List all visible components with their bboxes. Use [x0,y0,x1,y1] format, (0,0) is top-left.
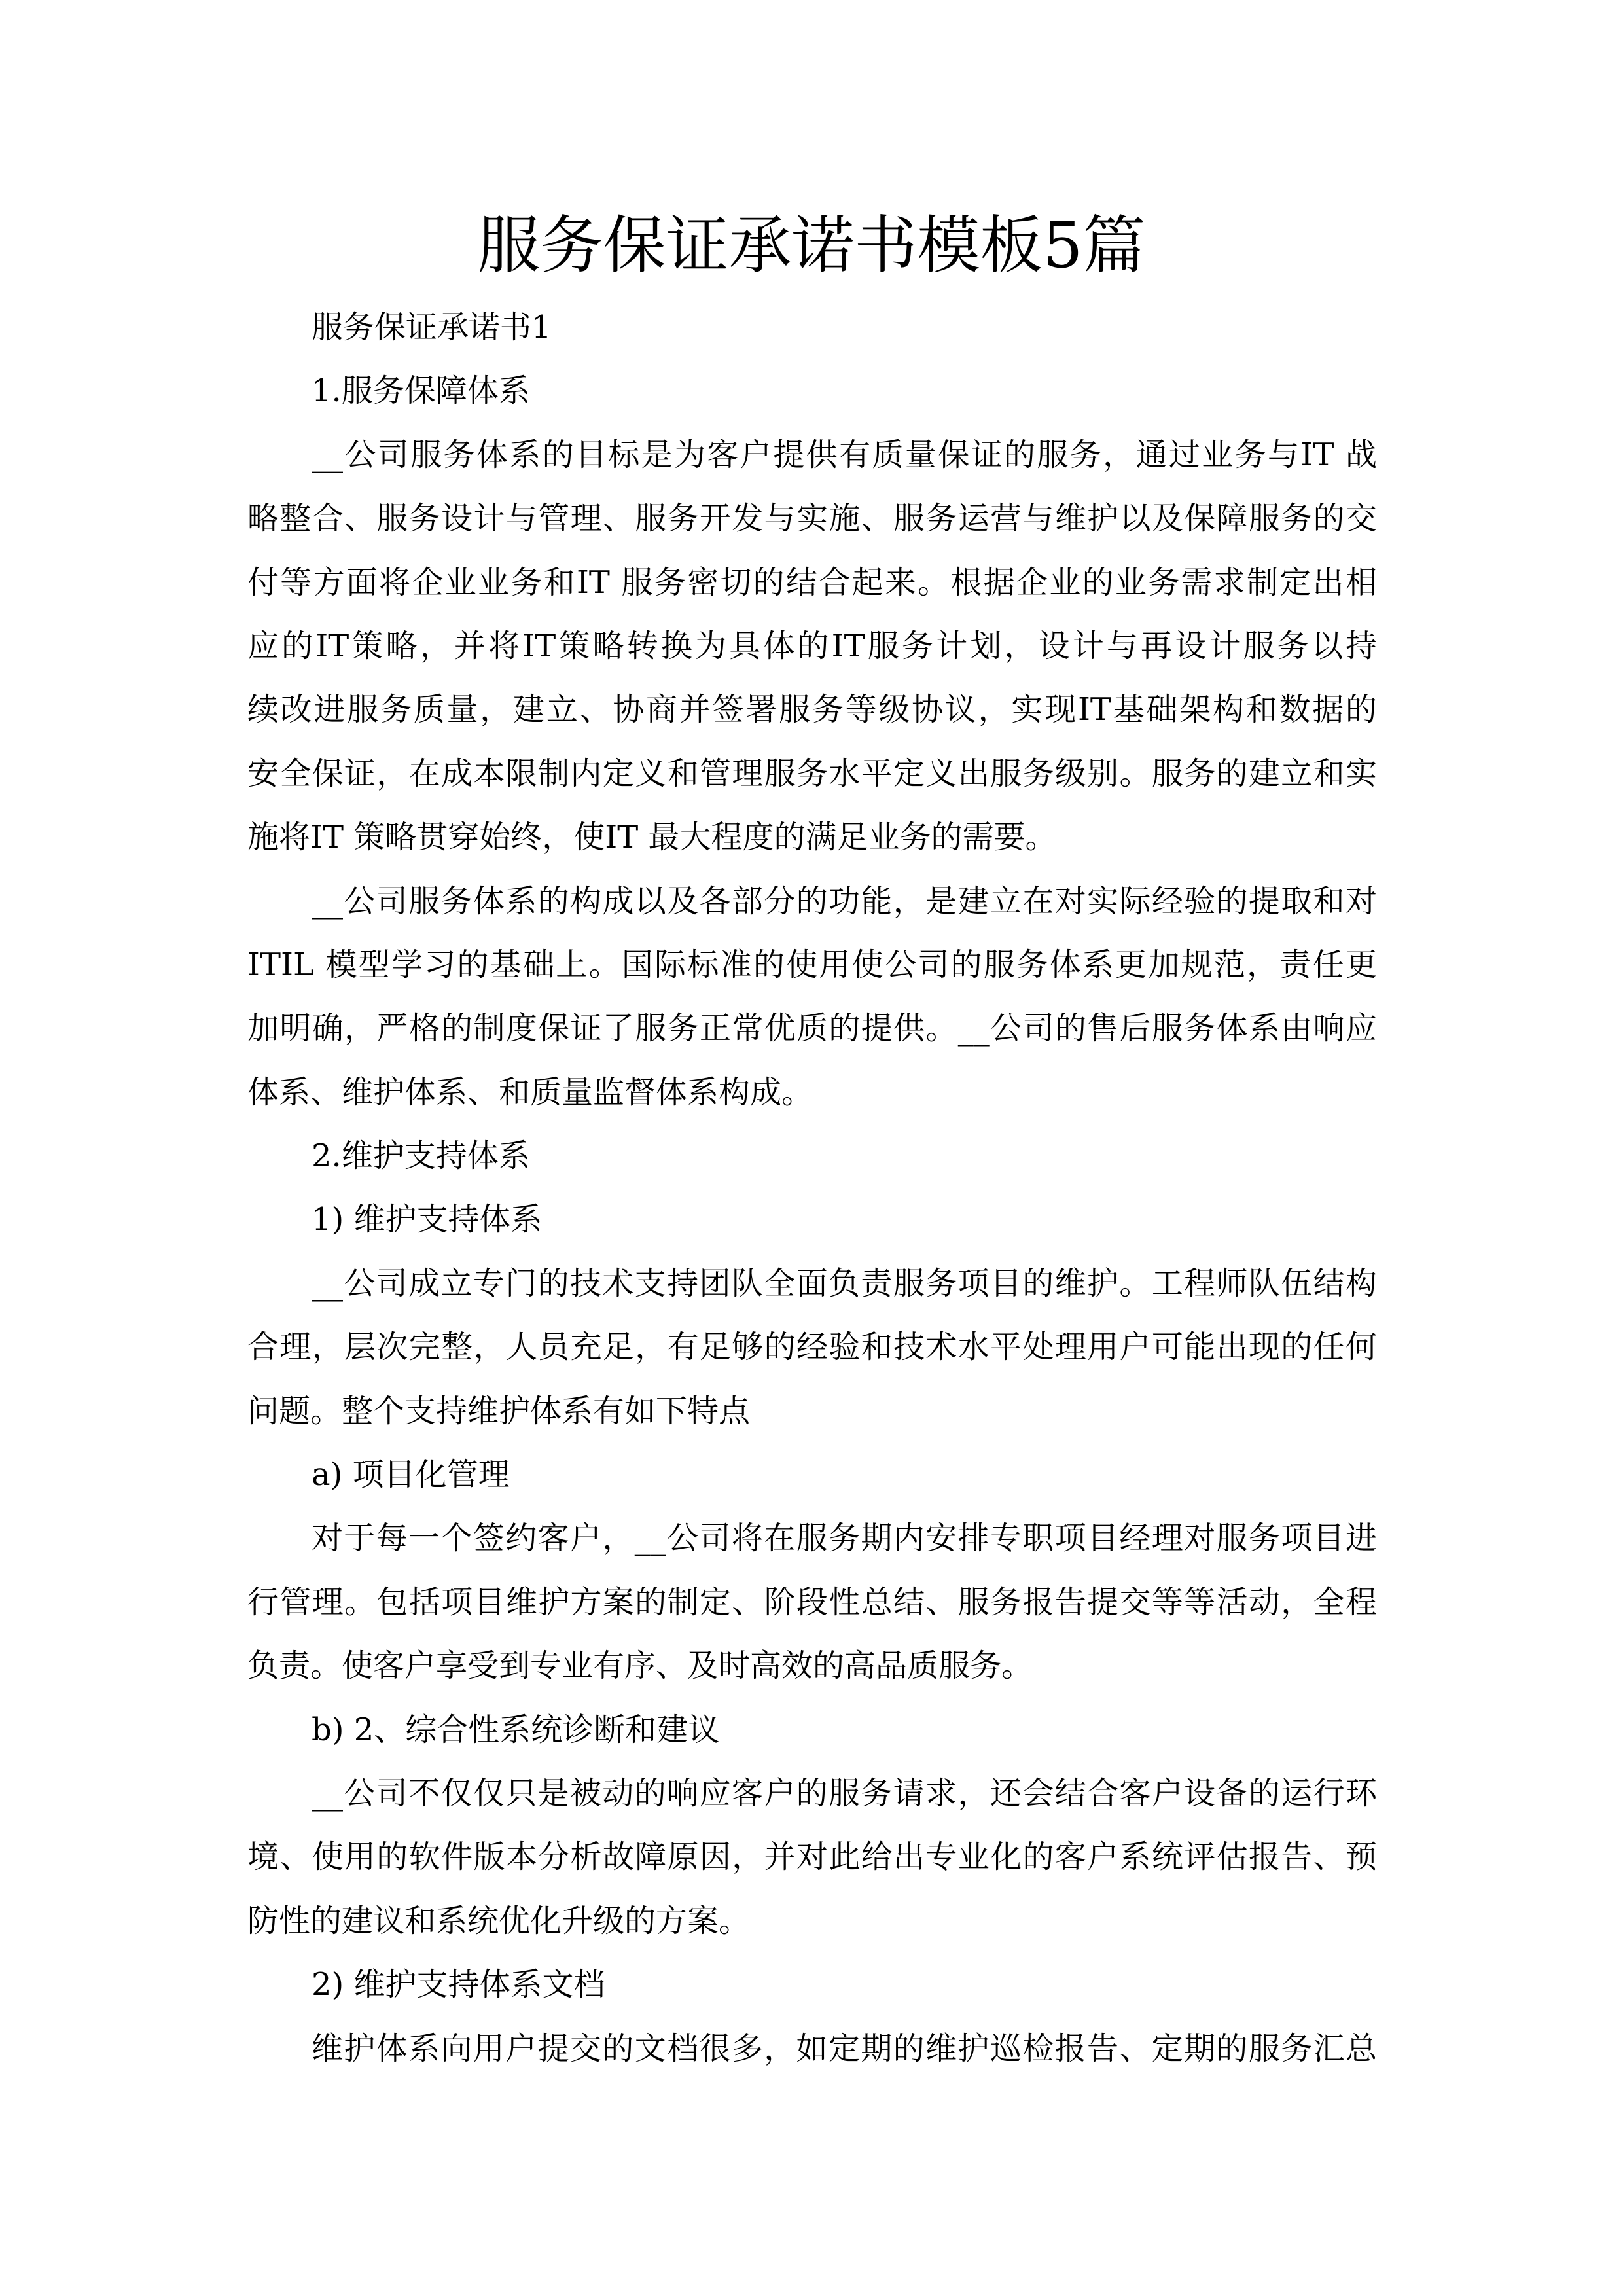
subsection-heading: 1.服务保障体系 [312,372,530,410]
paragraph-line: 略整合、服务设计与管理、服务开发与实施、服务运营与维护以及保障服务的交 [247,500,1377,537]
paragraph-line: __公司成立专门的技术支持团队全面负责服务项目的维护。工程师队伍结构 [312,1265,1377,1302]
paragraph-line: 应的IT策略，并将IT策略转换为具体的IT服务计划，设计与再设计服务以持 [247,627,1377,664]
paragraph-line: 维护体系向用户提交的文档很多，如定期的维护巡检报告、定期的服务汇总 [312,2030,1377,2067]
list-heading: b) 2、综合性系统诊断和建议 [312,1711,720,1748]
document-body [247,296,1377,2081]
paragraph-line: 安全保证，在成本限制内定义和管理服务水平定义出服务级别。服务的建立和实 [247,755,1377,792]
list-heading: a) 项目化管理 [312,1456,510,1494]
paragraph-line: 防性的建议和系统优化升级的方案。 [247,1902,751,1939]
subsection-heading: 2.维护支持体系 [312,1138,530,1175]
list-heading: 1) 维护支持体系 [312,1201,543,1238]
paragraph-line: 问题。整个支持维护体系有如下特点 [247,1392,751,1429]
paragraph-line: ITIL 模型学习的基础上。国际标准的使用使公司的服务体系更加规范，责任更 [247,946,1377,983]
paragraph-line: __公司不仅仅只是被动的响应客户的服务请求，还会结合客户设备的运行环 [312,1774,1377,1812]
paragraph-line: 续改进服务质量，建立、协商并签署服务等级协议，实现IT基础架构和数据的 [247,691,1377,728]
paragraph-line: 负责。使客户享受到专业有序、及时高效的高品质服务。 [247,1647,1033,1685]
document-title: 服务保证承诺书模板5篇 [477,209,1146,282]
paragraph-line: 行管理。包括项目维护方案的制定、阶段性总结、服务报告提交等等活动，全程 [247,1583,1377,1621]
section-heading: 服务保证承诺书1 [312,309,552,346]
paragraph-line: 体系、维护体系、和质量监督体系构成。 [247,1073,813,1111]
paragraph-line: 加明确，严格的制度保证了服务正常优质的提供。__公司的售后服务体系由响应 [247,1010,1377,1047]
paragraph-line: __公司服务体系的构成以及各部分的功能，是建立在对实际经验的提取和对 [312,882,1377,920]
paragraph-line: 施将IT 策略贯穿始终，使IT 最大程度的满足业务的需要。 [247,819,1057,856]
paragraph-line: 合理，层次完整，人员充足，有足够的经验和技术水平处理用户可能出现的任何 [247,1329,1377,1366]
paragraph-line: 境、使用的软件版本分析故障原因，并对此给出专业化的客户系统评估报告、预 [247,1839,1377,1876]
paragraph-line: 付等方面将企业业务和IT 服务密切的结合起来。根据企业的业务需求制定出相 [247,564,1377,601]
list-heading: 2) 维护支持体系文档 [312,1966,605,2003]
paragraph-line: __公司服务体系的目标是为客户提供有质量保证的服务，通过业务与IT 战 [312,436,1377,473]
paragraph-line: 对于每一个签约客户，__公司将在服务期内安排专职项目经理对服务项目进 [312,1520,1377,1557]
